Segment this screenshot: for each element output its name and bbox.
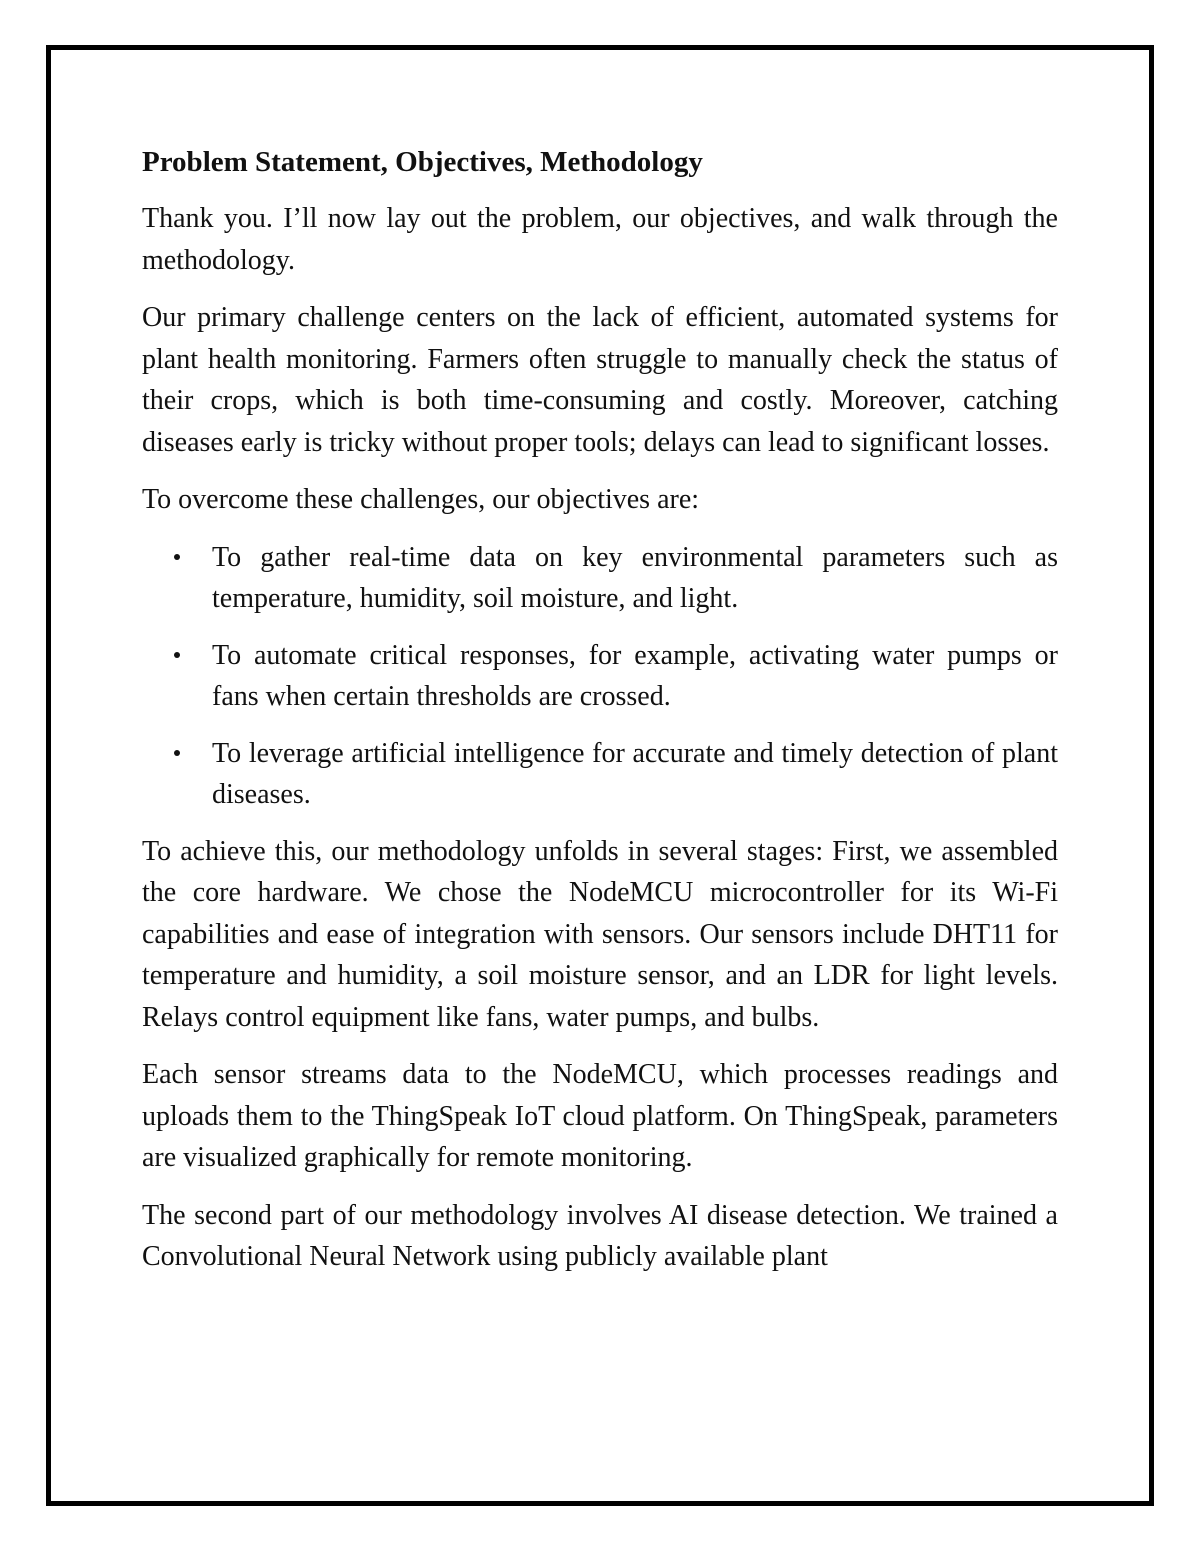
intro-paragraph: Thank you. I’ll now lay out the problem, our objectives, and walk through the methodology. [142,203,1058,276]
bullet-icon [174,554,180,560]
page-title: Problem Statement, Objectives, Methodology [142,146,703,178]
problem-paragraph: Our primary challenge centers on the lack of efficient, automated systems for plant health monitoring. Farmers often struggle to manually check the status of their crops, which is both time-consuming and costly. Moreover, catching diseases early is tricky without proper tools; delays can lead to significant losses. [142,302,1058,458]
objectives-list [142,537,1058,816]
objective-text: To gather real-time data on key environmental parameters such as temperature, humidity, soil moisture, and light. [212,541,1058,614]
list-item [142,537,1058,620]
objective-text: To automate critical responses, for example, activating water pumps or fans when certain thresholds are crossed. [212,639,1058,712]
data-flow-paragraph: Each sensor streams data to the NodeMCU, which processes readings and uploads them to the ThingSpeak IoT cloud platform. On ThingSpeak, parameters are visualized graphically for remote monitoring. [142,1059,1058,1173]
bullet-icon [174,652,180,658]
document-body [142,140,1058,1294]
objective-text: To leverage artificial intelligence for accurate and timely detection of plant diseases. [212,737,1058,810]
list-item [142,733,1058,816]
objectives-intro-paragraph: To overcome these challenges, our objectives are: [142,484,700,515]
methodology-paragraph: To achieve this, our methodology unfolds in several stages: First, we assembled the core hardware. We chose the NodeMCU microcontroller for its Wi-Fi capabilities and ease of integration with sensors. Our sensors include DHT11 for temperature and humidity, a soil moisture sensor, and an LDR for light levels. Relays control equipment like fans, water pumps, and bulbs. [142,835,1058,1033]
bullet-icon [174,750,180,756]
list-item [142,635,1058,718]
ai-detection-paragraph: The second part of our methodology involves AI disease detection. We trained a Convolutional Neural Network using publicly available plant [142,1199,1058,1272]
